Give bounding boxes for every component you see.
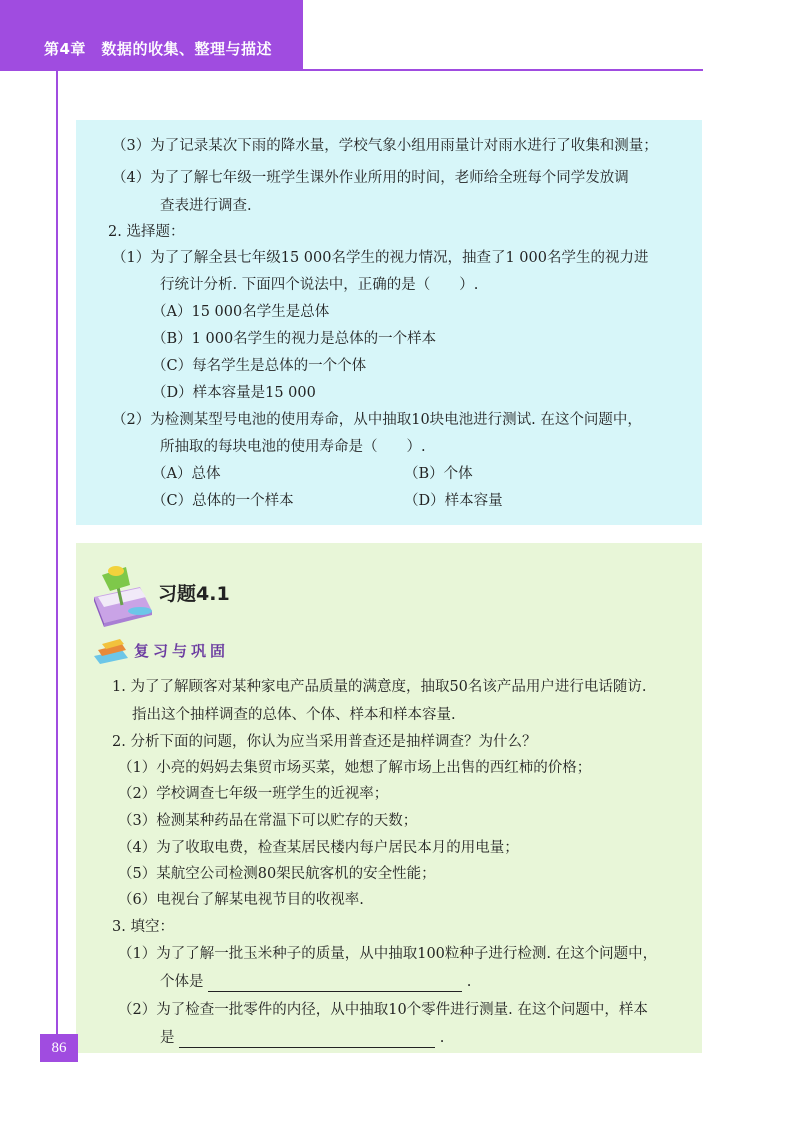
practice-q2-1-option-b: （B）1 000名学生的视力是总体的一个样本 <box>152 331 437 347</box>
exercise-3-1-label: 个体是 <box>160 974 204 990</box>
practice-q2-1-option-a: （A）15 000名学生是总体 <box>152 304 330 320</box>
blank-period: . <box>439 1030 445 1046</box>
margin-line <box>56 70 58 1034</box>
exercise-title: 习题4.1 <box>158 583 230 605</box>
practice-q2-2-option-d: （D）样本容量 <box>404 493 503 509</box>
answer-blank[interactable] <box>208 973 462 992</box>
practice-q2-1-option-c: （C）每名学生是总体的一个个体 <box>152 358 367 374</box>
chapter-title: 第4章 数据的收集、整理与描述 <box>44 40 272 58</box>
exercise-1-line2: 指出这个抽样调查的总体、个体、样本和样本容量. <box>132 707 456 723</box>
chapter-header-bar <box>0 0 303 70</box>
exercise-3-2-line2 <box>160 1028 444 1048</box>
answer-blank[interactable] <box>179 1029 435 1048</box>
exercise-3-2-line1: （2）为了检查一批零件的内径，从中抽取10个零件进行测量. 在这个问题中，样本 <box>118 1002 648 1018</box>
exercise-3-heading: 3. 填空： <box>112 919 174 935</box>
exercise-3-2-label: 是 <box>160 1030 175 1046</box>
page-number: 86 <box>40 1034 78 1062</box>
practice-q2-2-option-b: （B）个体 <box>404 466 473 482</box>
exercise-2-item-4: （4）为了收取电费，检查某居民楼内每户居民本月的用电量； <box>118 840 519 856</box>
exercise-3-1-line2 <box>160 972 471 992</box>
practice-q1-4-line1: （4）为了了解七年级一班学生课外作业所用的时间，老师给全班每个同学发放调 <box>112 170 629 186</box>
practice-q2-1-line1: （1）为了了解全县七年级15 000名学生的视力情况，抽查了1 000名学生的视力进 <box>112 250 649 266</box>
exercise-2-heading: 2. 分析下面的问题，你认为应当采用普查还是抽样调查？为什么？ <box>112 734 537 750</box>
practice-q1-3: （3）为了记录某次下雨的降水量，学校气象小组用雨量计对雨水进行了收集和测量； <box>112 138 658 154</box>
exercise-2-item-2: （2）学校调查七年级一班学生的近视率； <box>118 786 389 802</box>
practice-q2-1-line2: 行统计分析. 下面四个说法中，正确的是（ ）. <box>160 277 479 293</box>
exercise-1-line1: 1. 为了了解顾客对某种家电产品质量的满意度，抽取50名该产品用户进行电话随访. <box>112 679 647 695</box>
practice-q1-4-line2: 查表进行调查. <box>160 198 252 214</box>
exercise-2-item-6: （6）电视台了解某电视节目的收视率. <box>118 892 364 908</box>
practice-q2-2-option-c: （C）总体的一个样本 <box>152 493 294 509</box>
header-rule <box>0 69 703 71</box>
exercise-2-item-1: （1）小亮的妈妈去集贸市场买菜，她想了解市场上出售的西红柿的价格； <box>118 760 592 776</box>
exercise-2-item-3: （3）检测某种药品在常温下可以贮存的天数； <box>118 813 418 829</box>
exercise-3-1-line1: （1）为了了解一批玉米种子的质量，从中抽取100粒种子进行检测. 在这个问题中， <box>118 946 658 962</box>
practice-q2-heading: 2. 选择题： <box>108 224 185 240</box>
practice-q2-2-line2: 所抽取的每块电池的使用寿命是（ ）. <box>160 439 426 455</box>
practice-q2-2-line1: （2）为检测某型号电池的使用寿命，从中抽取10块电池进行测试. 在这个问题中， <box>112 412 642 428</box>
practice-q2-1-option-d: （D）样本容量是15 000 <box>152 385 316 401</box>
practice-q2-2-option-a: （A）总体 <box>152 466 221 482</box>
review-section-title: 复习与巩固 <box>134 642 230 660</box>
blank-period: . <box>466 974 472 990</box>
exercise-2-item-5: （5）某航空公司检测80架民航客机的安全性能； <box>118 866 436 882</box>
